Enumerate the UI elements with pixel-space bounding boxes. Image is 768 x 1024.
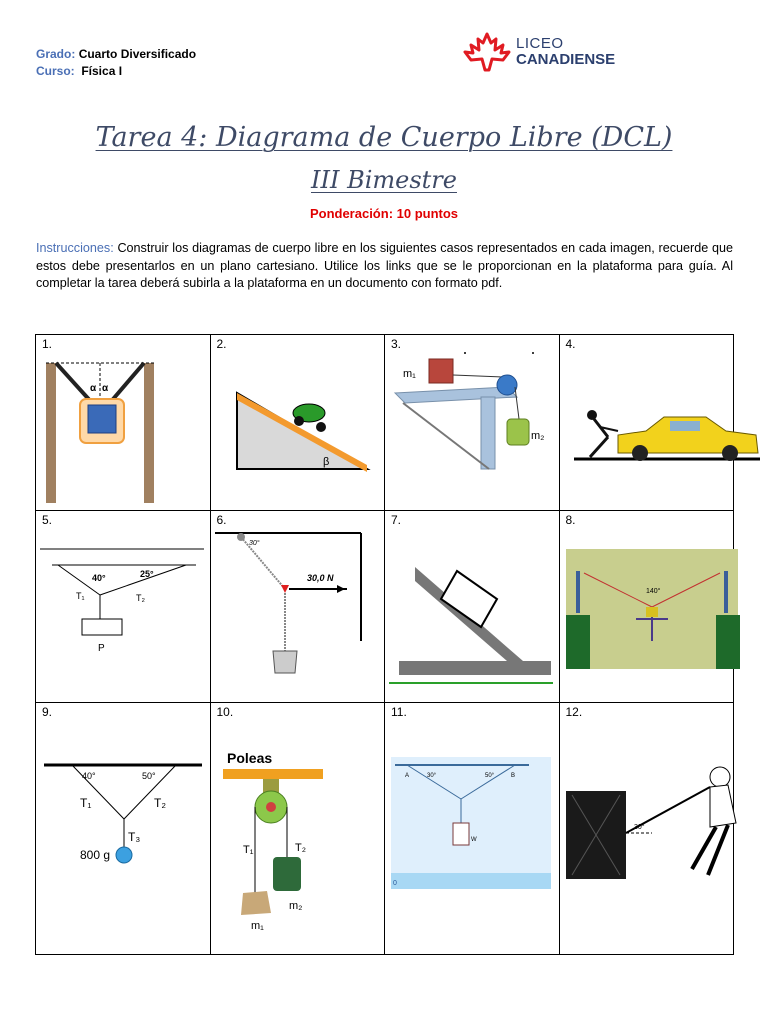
angle-label: 50°	[485, 773, 495, 779]
cell-number: 9.	[42, 705, 53, 719]
mass-label: 800 g	[80, 848, 111, 862]
cell-number: 10.	[216, 705, 234, 719]
point-a-label: A	[405, 773, 410, 779]
figure-hanging-box	[36, 335, 204, 511]
maple-leaf-icon	[462, 30, 512, 74]
pulleys-title: Poleas	[226, 750, 272, 766]
cell-number: 11.	[391, 705, 407, 719]
instructions-label: Instrucciones:	[36, 241, 114, 255]
origin-label: 0	[393, 880, 397, 887]
figure-two-cables	[36, 511, 204, 703]
alpha-label: α	[102, 383, 109, 394]
t3-label: T₃	[128, 830, 141, 844]
figure-block-incline	[385, 511, 553, 703]
angle-label: 40°	[92, 573, 106, 583]
cell-number: 6.	[216, 513, 227, 527]
cell-number: 2.	[216, 337, 227, 351]
figure-hanging-weight	[385, 703, 553, 955]
figure-incline-car	[211, 335, 379, 511]
figure-pulleys	[211, 703, 379, 955]
angle-label: 30°	[248, 540, 260, 547]
t1-label: T₁	[242, 844, 253, 856]
exercise-cell-12	[559, 703, 734, 955]
school-logo	[462, 30, 622, 74]
t1-label: T₁	[80, 796, 92, 810]
exercise-cell-10	[210, 703, 385, 955]
exercise-cell-8	[559, 511, 734, 703]
page-title: Tarea 4: Diagrama de Cuerpo Libre (DCL)	[95, 122, 673, 153]
cell-number: 1.	[42, 337, 53, 351]
figure-three-tensions	[36, 703, 204, 955]
curso-value: Física I	[81, 64, 123, 78]
angle-label: 140°	[645, 588, 660, 595]
grado-label: Grado:	[36, 47, 76, 61]
figure-force-knot	[211, 511, 379, 703]
m1-label: m₁	[250, 920, 264, 932]
figure-table-pulley	[385, 335, 553, 511]
ponderacion: Ponderación: 10 puntos	[309, 206, 459, 221]
m2-label: m₂	[531, 430, 545, 442]
exercise-cell-1	[36, 335, 211, 511]
angle-label: 25°	[140, 569, 154, 579]
angle-label: 30°	[633, 824, 645, 831]
exercise-cell-4	[559, 335, 734, 511]
angle-label: 40°	[82, 771, 96, 781]
angle-label: 50°	[142, 771, 156, 781]
t2-label: T₂	[294, 842, 306, 854]
alpha-label: α	[90, 383, 97, 394]
weight-label: P	[98, 643, 105, 654]
cell-number: 12.	[565, 705, 583, 719]
logo-line1: LICEO	[516, 35, 564, 52]
cell-number: 3.	[391, 337, 402, 351]
figure-pulling-crate	[560, 703, 764, 955]
exercise-cell-7	[385, 511, 560, 703]
cell-number: 5.	[42, 513, 53, 527]
figure-pushing-car	[560, 335, 764, 511]
m2-label: m₂	[288, 900, 302, 912]
exercise-cell-5	[36, 511, 211, 703]
cell-number: 8.	[565, 513, 576, 527]
curso-label: Curso:	[36, 64, 75, 78]
logo-line2: CANADIENSE	[516, 51, 616, 68]
exercise-cell-6	[210, 511, 385, 703]
beta-label: β	[322, 456, 329, 468]
t2-label: T₂	[154, 796, 166, 810]
t1-label: T₁	[76, 591, 85, 601]
instructions-text: Construir los diagramas de cuerpo libre en los siguientes casos representados en cada imagen, recuerde que estos debe presentarlos en un plano cartesiano. Utilice los links que se le proporcionan en la plataforma para guía. Al completar la tarea deberá subirla a la plataforma en un documento con formato pdf.	[36, 241, 733, 290]
force-label: 30,0 N	[306, 573, 334, 583]
point-b-label: B	[511, 773, 516, 779]
instructions	[36, 240, 733, 293]
exercise-cell-9	[36, 703, 211, 955]
exercise-grid	[35, 334, 734, 955]
exercise-cell-11	[385, 703, 560, 955]
cell-number: 7.	[391, 513, 402, 527]
m1-label: m₁	[403, 368, 416, 380]
grado-value: Cuarto Diversificado	[78, 47, 197, 61]
weight-label: W	[471, 837, 477, 843]
exercise-cell-2	[210, 335, 385, 511]
figure-tug-lamp	[560, 511, 764, 703]
exercise-cell-3	[385, 335, 560, 511]
t2-label: T₂	[136, 593, 145, 603]
course-info	[36, 46, 196, 80]
cell-number: 4.	[565, 337, 576, 351]
angle-label: 30°	[427, 773, 437, 779]
page-subtitle: III Bimestre	[311, 166, 457, 194]
